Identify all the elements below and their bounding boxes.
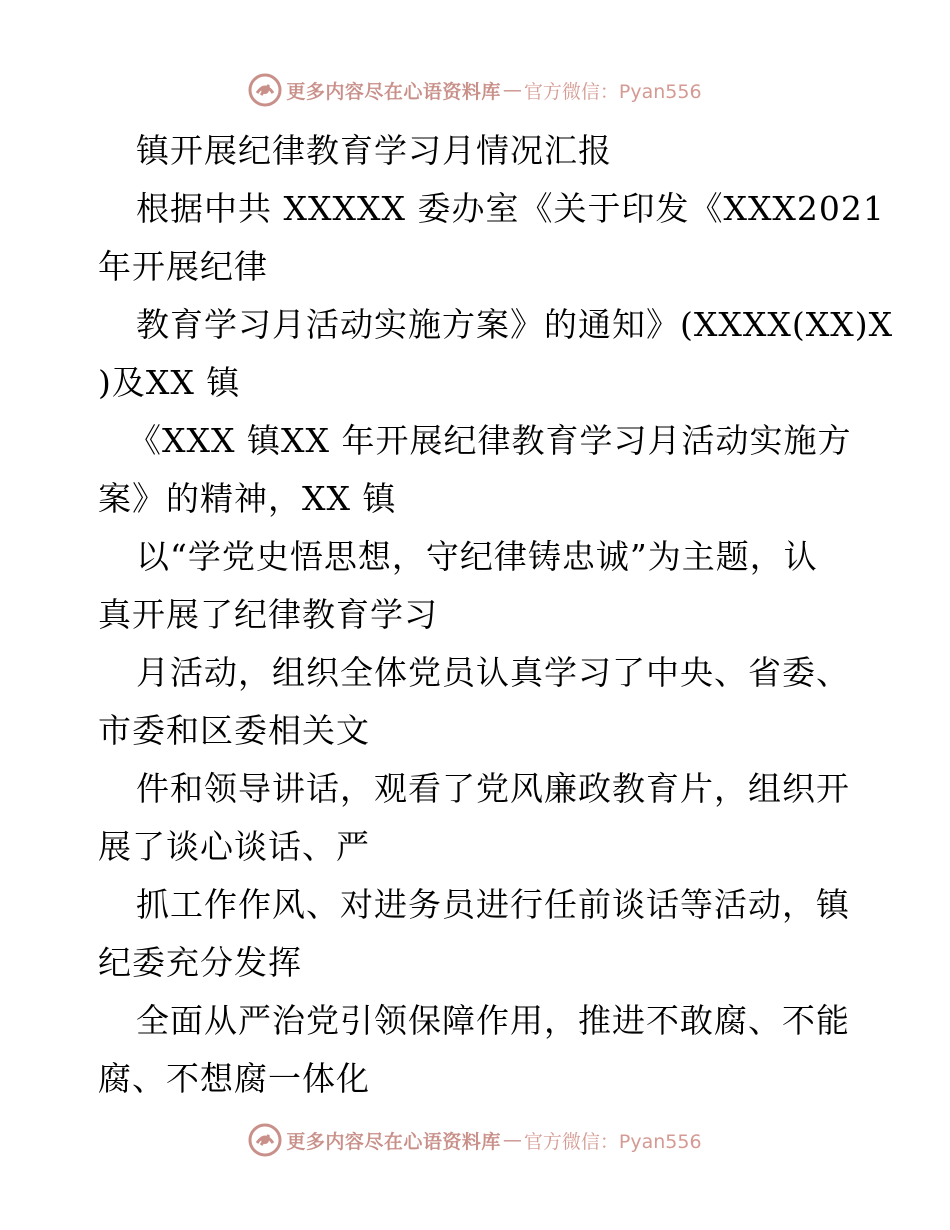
watermark-brand: 更多内容尽在心语资料库 <box>286 80 501 103</box>
watermark-contact: 官方微信：Pyan556 <box>523 80 702 103</box>
text-line: 以“学党史悟思想，守纪律铸忠诚”为主题，认 <box>136 537 818 576</box>
watermark-dash: — <box>502 1129 522 1151</box>
text-line: 年开展纪律 <box>98 247 268 286</box>
text-line: 教育学习月活动实施方案》的通知》(XXXX(XX)X <box>136 305 894 344</box>
document-title: 镇开展纪律教育学习月情况汇报 <box>136 131 612 170</box>
footer-watermark <box>0 1120 950 1160</box>
text-line: 件和领导讲话，观看了党风廉政教育片，组织开 <box>136 769 850 808</box>
watermark-brand: 更多内容尽在心语资料库 <box>286 1130 501 1153</box>
text-line: 案》的精神，XX 镇 <box>98 479 397 518</box>
header-watermark <box>0 70 950 110</box>
book-logo-icon <box>248 1123 282 1157</box>
text-line: 抓工作作风、对进务员进行任前谈话等活动，镇 <box>136 885 850 924</box>
text-line: 真开展了纪律教育学习 <box>98 595 438 634</box>
text-line: 腐、不想腐一体化 <box>98 1059 370 1098</box>
book-logo-icon <box>248 73 282 107</box>
text-line: 展了谈心谈话、严 <box>98 827 370 866</box>
text-line: 月活动，组织全体党员认真学习了中央、省委、 <box>136 653 850 692</box>
text-line: 《XXX 镇XX 年开展纪律教育学习月活动实施方 <box>128 421 852 460</box>
text-line: )及XX 镇 <box>98 363 241 402</box>
text-line: 纪委充分发挥 <box>98 943 302 982</box>
watermark-contact: 官方微信：Pyan556 <box>523 1130 702 1153</box>
document-body <box>98 122 894 1108</box>
watermark-dash: — <box>502 79 522 101</box>
text-line: 根据中共 XXXXX 委办室《关于印发《XXX2021 <box>136 189 885 228</box>
text-line: 全面从严治党引领保障作用，推进不敢腐、不能 <box>136 1001 850 1040</box>
text-line: 市委和区委相关文 <box>98 711 370 750</box>
